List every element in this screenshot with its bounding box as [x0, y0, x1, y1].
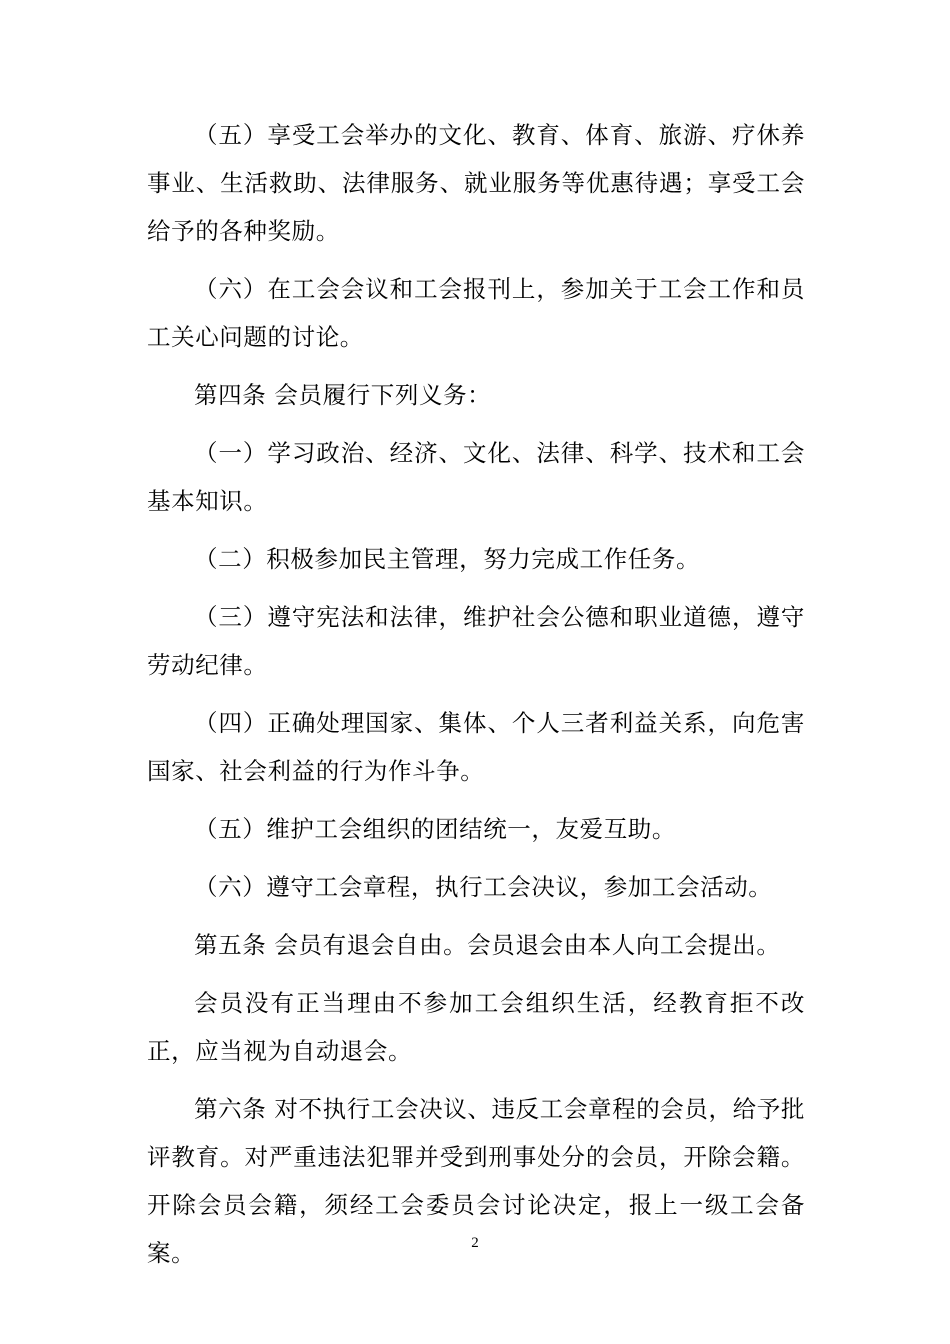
document-body	[147, 111, 805, 1287]
paragraph-article-4-heading: 第四条 会员履行下列义务：	[194, 381, 492, 409]
paragraph-member-right-5: （五）享受工会举办的文化、教育、体育、旅游、疗休养事业、生活救助、法律服务、就业服务等优惠待遇；享受工会给予的各种奖励。	[147, 121, 805, 245]
paragraph-member-duty-4: （四）正确处理国家、集体、个人三者利益关系，向危害国家、社会利益的行为作斗争。	[147, 709, 805, 785]
paragraph-member-duty-3: （三）遵守宪法和法律，维护社会公德和职业道德，遵守劳动纪律。	[147, 603, 805, 679]
paragraph-member-duty-5: （五）维护工会组织的团结统一，友爱互助。	[194, 815, 676, 843]
paragraph-article-5: 第五条 会员有退会自由。会员退会由本人向工会提出。	[194, 931, 781, 959]
paragraph-member-duty-1: （一）学习政治、经济、文化、法律、科学、技术和工会基本知识。	[147, 439, 805, 515]
page-number: 2	[471, 1235, 479, 1251]
paragraph-article-6: 第六条 对不执行工会决议、违反工会章程的会员，给予批评教育。对严重违法犯罪并受到刑事处分的会员，开除会籍。开除会员会籍，须经工会委员会讨论决定，报上一级工会备案。	[147, 1095, 805, 1267]
paragraph-member-right-6: （六）在工会会议和工会报刊上，参加关于工会工作和员工关心问题的讨论。	[147, 275, 805, 351]
paragraph-automatic-withdrawal: 会员没有正当理由不参加工会组织生活，经教育拒不改正，应当视为自动退会。	[147, 989, 805, 1065]
paragraph-member-duty-2: （二）积极参加民主管理，努力完成工作任务。	[194, 545, 701, 573]
paragraph-member-duty-6: （六）遵守工会章程，执行工会决议，参加工会活动。	[194, 873, 773, 901]
